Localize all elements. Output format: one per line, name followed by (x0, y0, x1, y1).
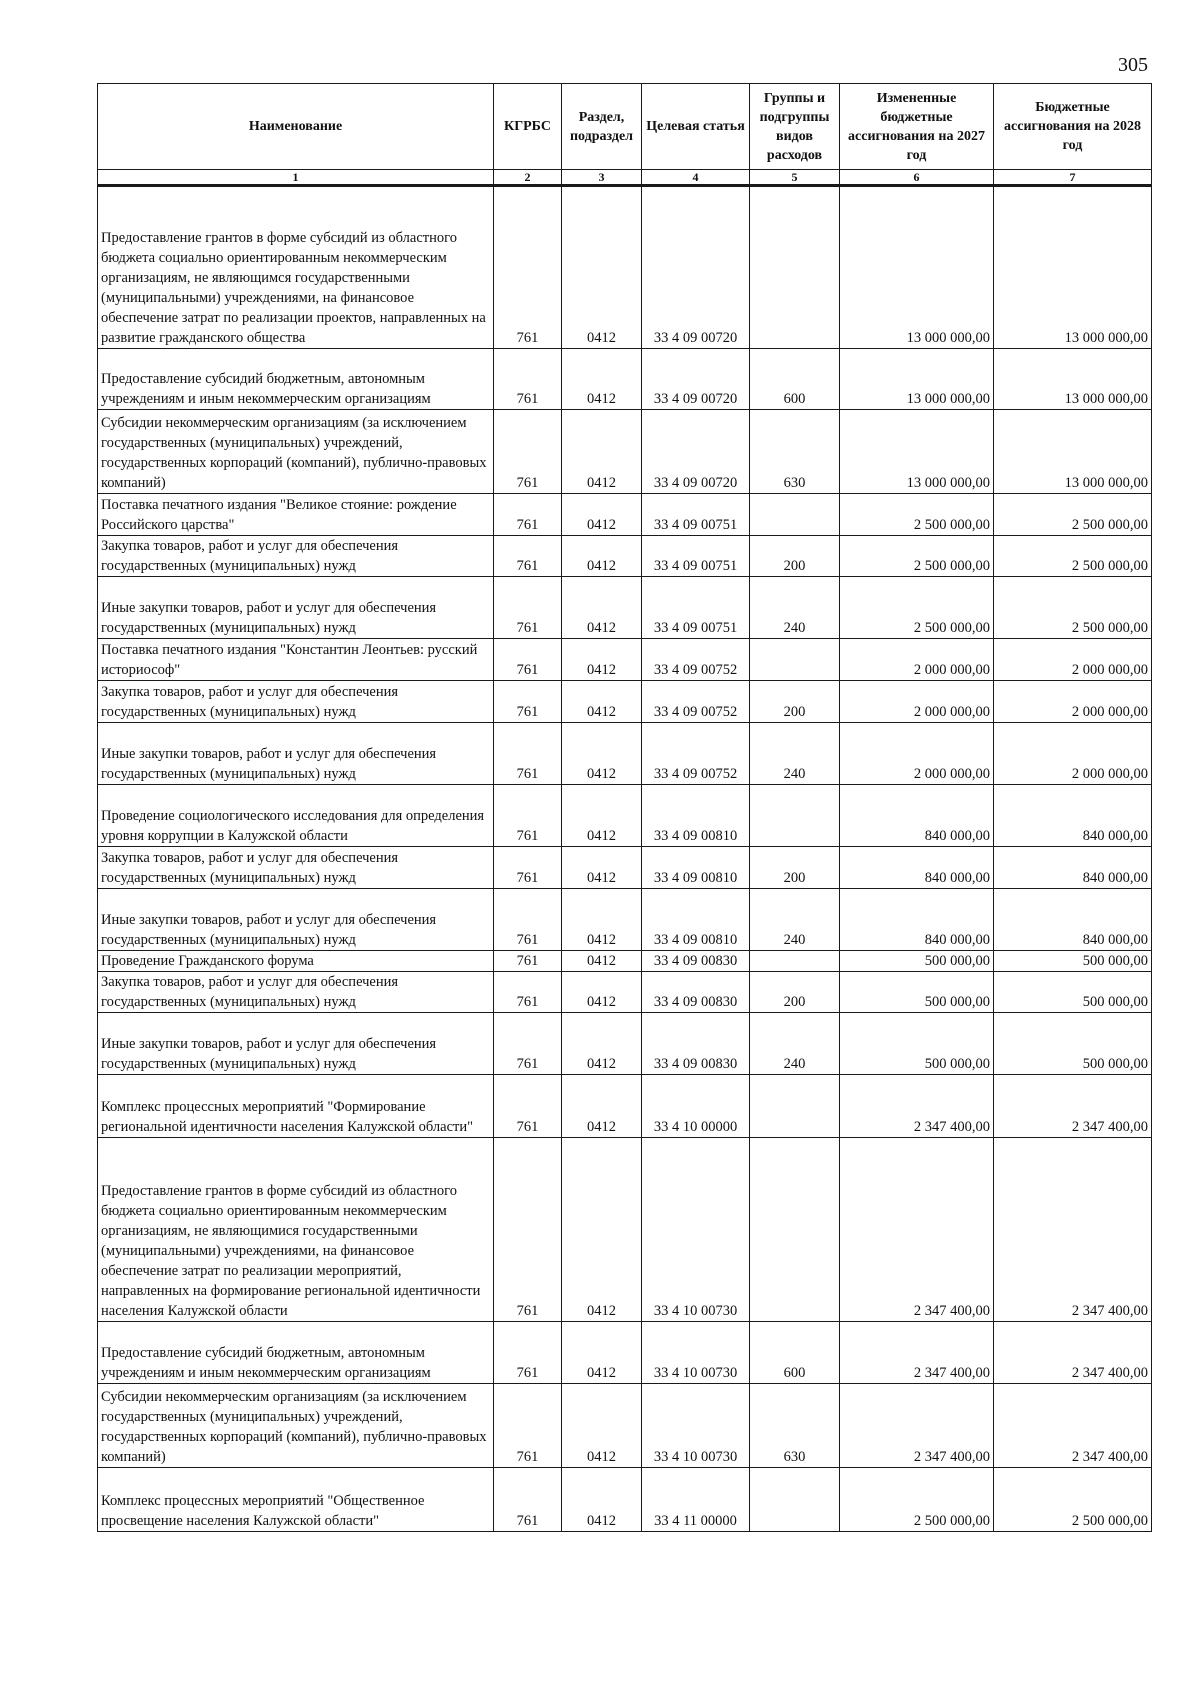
row-group: 630 (750, 1384, 840, 1468)
row-amount-2028: 500 000,00 (994, 951, 1152, 972)
row-kgrbs: 761 (494, 1468, 562, 1532)
row-amount-2027: 840 000,00 (840, 785, 994, 847)
row-name: Иные закупки товаров, работ и услуг для обеспечения государственных (муниципальных) нужд (98, 1013, 494, 1075)
table-row (98, 951, 1152, 972)
row-group (750, 1468, 840, 1532)
row-amount-2028: 13 000 000,00 (994, 186, 1152, 349)
table-row (98, 186, 1152, 349)
row-amount-2028: 2 347 400,00 (994, 1075, 1152, 1138)
table-row (98, 723, 1152, 785)
row-amount-2028: 2 500 000,00 (994, 494, 1152, 536)
column-number: 6 (840, 170, 994, 186)
row-amount-2028: 840 000,00 (994, 889, 1152, 951)
header-2028: Бюджетные ассигнования на 2028 год (994, 84, 1152, 170)
row-kgrbs: 761 (494, 186, 562, 349)
row-kgrbs: 761 (494, 1013, 562, 1075)
row-section: 0412 (562, 1138, 642, 1322)
row-amount-2027: 2 500 000,00 (840, 577, 994, 639)
row-group (750, 1075, 840, 1138)
header-2027: Измененные бюджетные ассигнования на 2027 год (840, 84, 994, 170)
row-amount-2027: 2 347 400,00 (840, 1384, 994, 1468)
row-group: 600 (750, 1322, 840, 1384)
row-target: 33 4 10 00000 (642, 1075, 750, 1138)
row-group: 240 (750, 889, 840, 951)
header-name: Наименование (98, 84, 494, 170)
budget-table (97, 83, 1152, 1532)
row-amount-2028: 2 000 000,00 (994, 723, 1152, 785)
row-name: Закупка товаров, работ и услуг для обеспечения государственных (муниципальных) нужд (98, 681, 494, 723)
row-target: 33 4 09 00810 (642, 847, 750, 889)
row-group: 240 (750, 1013, 840, 1075)
row-target: 33 4 09 00810 (642, 785, 750, 847)
column-number: 3 (562, 170, 642, 186)
column-number-row (98, 170, 1152, 186)
row-amount-2028: 2 500 000,00 (994, 1468, 1152, 1532)
row-kgrbs: 761 (494, 349, 562, 410)
row-kgrbs: 761 (494, 1138, 562, 1322)
table-row (98, 1384, 1152, 1468)
row-target: 33 4 09 00751 (642, 536, 750, 577)
row-kgrbs: 761 (494, 951, 562, 972)
table-row (98, 577, 1152, 639)
row-section: 0412 (562, 1384, 642, 1468)
row-amount-2027: 2 000 000,00 (840, 681, 994, 723)
row-target: 33 4 09 00752 (642, 723, 750, 785)
column-number: 1 (98, 170, 494, 186)
row-target: 33 4 09 00720 (642, 349, 750, 410)
row-amount-2027: 840 000,00 (840, 889, 994, 951)
column-number: 4 (642, 170, 750, 186)
row-amount-2027: 500 000,00 (840, 1013, 994, 1075)
row-amount-2027: 500 000,00 (840, 972, 994, 1013)
row-kgrbs: 761 (494, 972, 562, 1013)
table-header-row (98, 84, 1152, 170)
row-name: Проведение социологического исследования для определения уровня коррупции в Калужской области (98, 785, 494, 847)
row-name: Субсидии некоммерческим организациям (за исключением государственных (муниципальных) учреждений, государственных корпораций (компаний), публично-правовых компаний) (98, 1384, 494, 1468)
row-group: 200 (750, 681, 840, 723)
row-section: 0412 (562, 847, 642, 889)
row-section: 0412 (562, 410, 642, 494)
row-section: 0412 (562, 1013, 642, 1075)
row-target: 33 4 09 00810 (642, 889, 750, 951)
table-row (98, 349, 1152, 410)
row-target: 33 4 09 00751 (642, 494, 750, 536)
header-group: Группы и подгруппы видов расходов (750, 84, 840, 170)
row-amount-2028: 840 000,00 (994, 785, 1152, 847)
row-target: 33 4 10 00730 (642, 1322, 750, 1384)
row-kgrbs: 761 (494, 785, 562, 847)
row-kgrbs: 761 (494, 536, 562, 577)
row-section: 0412 (562, 536, 642, 577)
row-name: Закупка товаров, работ и услуг для обеспечения государственных (муниципальных) нужд (98, 536, 494, 577)
row-amount-2027: 13 000 000,00 (840, 186, 994, 349)
row-amount-2028: 2 000 000,00 (994, 639, 1152, 681)
table-row (98, 972, 1152, 1013)
row-amount-2028: 2 000 000,00 (994, 681, 1152, 723)
row-target: 33 4 09 00830 (642, 1013, 750, 1075)
row-kgrbs: 761 (494, 639, 562, 681)
table-row (98, 410, 1152, 494)
row-amount-2028: 2 500 000,00 (994, 577, 1152, 639)
row-section: 0412 (562, 577, 642, 639)
row-group (750, 639, 840, 681)
row-section: 0412 (562, 681, 642, 723)
row-group (750, 1138, 840, 1322)
row-amount-2027: 13 000 000,00 (840, 349, 994, 410)
row-target: 33 4 10 00730 (642, 1384, 750, 1468)
row-amount-2027: 2 000 000,00 (840, 639, 994, 681)
row-name: Проведение Гражданского форума (98, 951, 494, 972)
column-number: 5 (750, 170, 840, 186)
row-amount-2028: 2 347 400,00 (994, 1322, 1152, 1384)
row-amount-2028: 840 000,00 (994, 847, 1152, 889)
row-amount-2027: 840 000,00 (840, 847, 994, 889)
row-group: 200 (750, 972, 840, 1013)
row-group (750, 951, 840, 972)
row-target: 33 4 09 00752 (642, 639, 750, 681)
row-target: 33 4 11 00000 (642, 1468, 750, 1532)
table-row (98, 785, 1152, 847)
row-amount-2027: 2 500 000,00 (840, 1468, 994, 1532)
row-group: 200 (750, 536, 840, 577)
row-name: Закупка товаров, работ и услуг для обеспечения государственных (муниципальных) нужд (98, 972, 494, 1013)
row-kgrbs: 761 (494, 494, 562, 536)
row-kgrbs: 761 (494, 723, 562, 785)
row-name: Иные закупки товаров, работ и услуг для обеспечения государственных (муниципальных) нужд (98, 577, 494, 639)
table-row (98, 639, 1152, 681)
row-target: 33 4 10 00730 (642, 1138, 750, 1322)
row-group (750, 785, 840, 847)
row-amount-2027: 2 347 400,00 (840, 1322, 994, 1384)
row-target: 33 4 09 00830 (642, 972, 750, 1013)
row-target: 33 4 09 00752 (642, 681, 750, 723)
row-kgrbs: 761 (494, 1384, 562, 1468)
row-kgrbs: 761 (494, 889, 562, 951)
header-target: Целевая статья (642, 84, 750, 170)
row-amount-2027: 2 000 000,00 (840, 723, 994, 785)
row-name: Иные закупки товаров, работ и услуг для обеспечения государственных (муниципальных) нужд (98, 723, 494, 785)
row-amount-2027: 2 347 400,00 (840, 1075, 994, 1138)
row-amount-2028: 2 347 400,00 (994, 1384, 1152, 1468)
row-kgrbs: 761 (494, 577, 562, 639)
table-row (98, 1138, 1152, 1322)
row-section: 0412 (562, 972, 642, 1013)
row-group: 200 (750, 847, 840, 889)
row-name: Предоставление грантов в форме субсидий из областного бюджета социально ориентированным некоммерческим организациям, не являющимися государственными (муниципальными) учреждениями, на финансовое обеспечение затрат по реализации мероприятий, направленных на формирование региональной идентичности населения Калужской области (98, 1138, 494, 1322)
table-row (98, 1468, 1152, 1532)
row-name: Иные закупки товаров, работ и услуг для обеспечения государственных (муниципальных) нужд (98, 889, 494, 951)
row-name: Субсидии некоммерческим организациям (за исключением государственных (муниципальных) учреждений, государственных корпораций (компаний), публично-правовых компаний) (98, 410, 494, 494)
row-amount-2027: 2 500 000,00 (840, 536, 994, 577)
row-amount-2028: 2 500 000,00 (994, 536, 1152, 577)
row-name: Комплекс процессных мероприятий "Общественное просвещение населения Калужской области" (98, 1468, 494, 1532)
row-name: Предоставление субсидий бюджетным, автономным учреждениям и иным некоммерческим организациям (98, 349, 494, 410)
column-number: 7 (994, 170, 1152, 186)
header-section: Раздел, подраздел (562, 84, 642, 170)
row-amount-2027: 13 000 000,00 (840, 410, 994, 494)
row-section: 0412 (562, 494, 642, 536)
table-row (98, 681, 1152, 723)
row-group: 630 (750, 410, 840, 494)
row-section: 0412 (562, 1468, 642, 1532)
row-amount-2028: 500 000,00 (994, 1013, 1152, 1075)
row-amount-2028: 2 347 400,00 (994, 1138, 1152, 1322)
row-section: 0412 (562, 349, 642, 410)
row-name: Предоставление грантов в форме субсидий из областного бюджета социально ориентированным некоммерческим организациям, не являющимся государственными (муниципальными) учреждениями, на финансовое обеспечение затрат по реализации проектов, направленных на развитие гражданского общества (98, 186, 494, 349)
row-target: 33 4 09 00830 (642, 951, 750, 972)
page-number: 305 (1118, 54, 1148, 76)
table-row (98, 1322, 1152, 1384)
row-amount-2028: 13 000 000,00 (994, 410, 1152, 494)
row-kgrbs: 761 (494, 1322, 562, 1384)
row-group: 240 (750, 577, 840, 639)
row-name: Поставка печатного издания "Константин Леонтьев: русский историософ" (98, 639, 494, 681)
row-section: 0412 (562, 951, 642, 972)
header-kgrbs: КГРБС (494, 84, 562, 170)
row-kgrbs: 761 (494, 1075, 562, 1138)
table-row (98, 1013, 1152, 1075)
column-number: 2 (494, 170, 562, 186)
row-group: 600 (750, 349, 840, 410)
table-row (98, 1075, 1152, 1138)
row-amount-2027: 2 347 400,00 (840, 1138, 994, 1322)
table-row (98, 536, 1152, 577)
row-target: 33 4 09 00720 (642, 186, 750, 349)
table-row (98, 847, 1152, 889)
table-row (98, 889, 1152, 951)
row-amount-2028: 500 000,00 (994, 972, 1152, 1013)
table-row (98, 494, 1152, 536)
row-kgrbs: 761 (494, 410, 562, 494)
row-amount-2027: 2 500 000,00 (840, 494, 994, 536)
row-group (750, 186, 840, 349)
row-name: Комплекс процессных мероприятий "Формирование региональной идентичности населения Калужской области" (98, 1075, 494, 1138)
row-section: 0412 (562, 639, 642, 681)
row-target: 33 4 09 00751 (642, 577, 750, 639)
row-group (750, 494, 840, 536)
row-amount-2027: 500 000,00 (840, 951, 994, 972)
row-target: 33 4 09 00720 (642, 410, 750, 494)
row-section: 0412 (562, 186, 642, 349)
row-name: Закупка товаров, работ и услуг для обеспечения государственных (муниципальных) нужд (98, 847, 494, 889)
row-name: Предоставление субсидий бюджетным, автономным учреждениям и иным некоммерческим организациям (98, 1322, 494, 1384)
row-group: 240 (750, 723, 840, 785)
row-kgrbs: 761 (494, 681, 562, 723)
row-section: 0412 (562, 1322, 642, 1384)
row-section: 0412 (562, 785, 642, 847)
row-name: Поставка печатного издания "Великое стояние: рождение Российского царства" (98, 494, 494, 536)
row-kgrbs: 761 (494, 847, 562, 889)
row-section: 0412 (562, 723, 642, 785)
row-section: 0412 (562, 1075, 642, 1138)
row-section: 0412 (562, 889, 642, 951)
row-amount-2028: 13 000 000,00 (994, 349, 1152, 410)
